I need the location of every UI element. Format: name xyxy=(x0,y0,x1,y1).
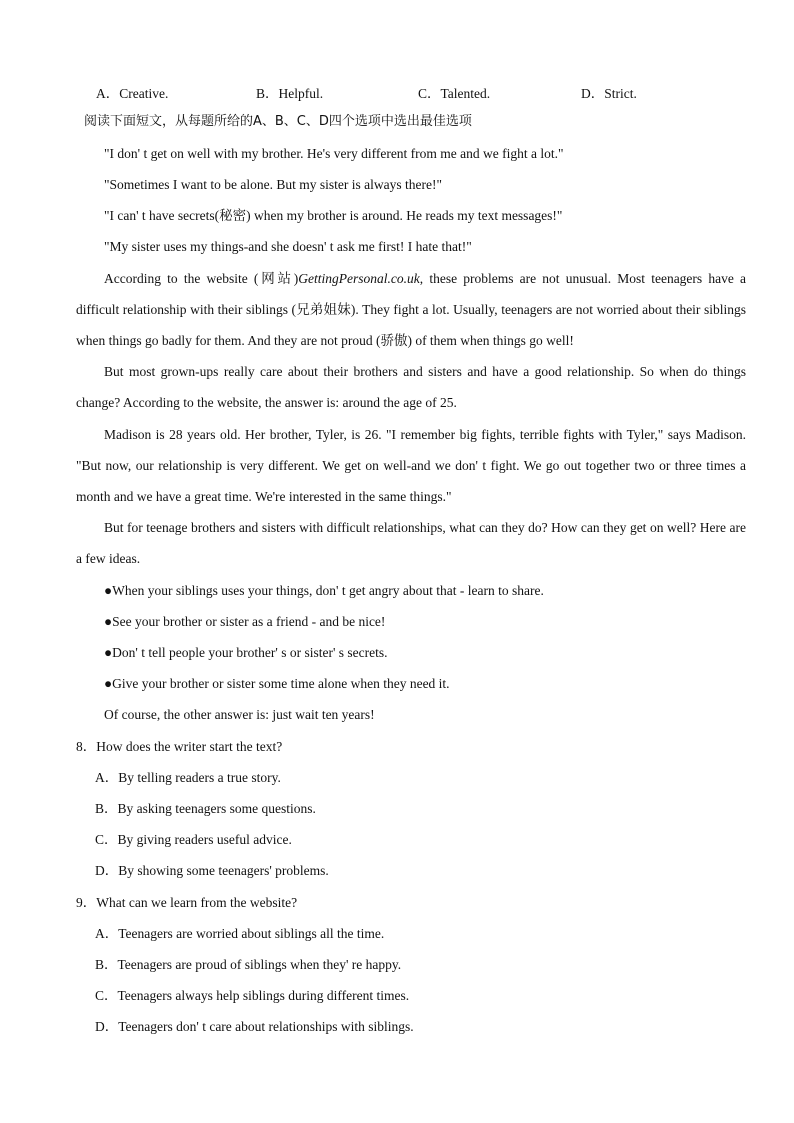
quote-4: "My sister uses my things-and she doesn' t ask me first! I hate that!" xyxy=(104,239,472,254)
question-9-option-d: D．Teenagers don' t care about relationships with siblings. xyxy=(95,1019,414,1034)
previous-question-options xyxy=(0,82,794,100)
p3-text: Madison is 28 years old. Her brother, Tyler, is 26. "I remember big fights, terrible fights with Tyler," says Madison. "But now, our relationship is very different. We get on well-and we don' t fight. We go out together two or three times a month and we have a great time. We're interested in the same things." xyxy=(76,427,746,504)
quote-3: "I can' t have secrets(秘密) when my brother is around. He reads my text messages!" xyxy=(104,208,563,223)
p1-before: According to the website (网站) xyxy=(104,271,299,286)
question-8-stem: 8．How does the writer start the text? xyxy=(76,739,283,754)
reading-instruction: 阅读下面短文，从每题所给的A、B、C、D四个选项中选出最佳选项 xyxy=(84,114,472,129)
question-8-option-d: D．By showing some teenagers' problems. xyxy=(95,863,329,878)
p2-text: But most grown-ups really care about their brothers and sisters and have a good relationship. So when do things change? According to the website, the answer is: around the age of 25. xyxy=(76,364,746,410)
tip-3: ●Don' t tell people your brother' s or sister' s secrets. xyxy=(104,645,388,660)
question-9-stem: 9．What can we learn from the website? xyxy=(76,895,298,910)
tip-4: ●Give your brother or sister some time alone when they need it. xyxy=(104,676,450,691)
question-9-option-c: C．Teenagers always help siblings during different times. xyxy=(95,988,410,1003)
question-9-option-b: B．Teenagers are proud of siblings when they' re happy. xyxy=(95,957,402,972)
question-8-option-c: C．By giving readers useful advice. xyxy=(95,832,292,847)
question-8-option-a: A．By telling readers a true story. xyxy=(95,770,281,785)
p1-after: , these problems are not unusual. Most teenagers have a difficult relationship with their siblings (兄弟姐妹). They fight a lot. Usually, teenagers are not worried about their siblings when things go badly for them. And they are not proud (骄傲) of them when things go well! xyxy=(76,271,746,348)
closing-line: Of course, the other answer is: just wait ten years! xyxy=(104,707,375,722)
paragraph-website xyxy=(76,263,746,356)
question-9-option-a: A．Teenagers are worried about siblings all the time. xyxy=(95,926,385,941)
option-b: B．Helpful. xyxy=(256,86,324,101)
tip-1: ●When your siblings uses your things, don' t get angry about that - learn to share. xyxy=(104,583,544,598)
option-c: C．Talented. xyxy=(418,86,491,101)
quote-2: "Sometimes I want to be alone. But my sister is always there!" xyxy=(104,177,442,192)
option-a: A．Creative. xyxy=(96,86,169,101)
paragraph-madison xyxy=(76,419,746,512)
p4-text: But for teenage brothers and sisters with difficult relationships, what can they do? How can they get on well? Here are a few ideas. xyxy=(76,520,746,566)
quote-1: "I don' t get on well with my brother. He's very different from me and we fight a lot." xyxy=(104,146,564,161)
website-name: GettingPersonal.co.uk xyxy=(298,271,420,286)
paragraph-grown-ups xyxy=(76,356,746,418)
paragraph-ideas xyxy=(76,512,746,574)
option-d: D．Strict. xyxy=(581,86,637,101)
tip-2: ●See your brother or sister as a friend - and be nice! xyxy=(104,614,386,629)
question-8-option-b: B．By asking teenagers some questions. xyxy=(95,801,316,816)
